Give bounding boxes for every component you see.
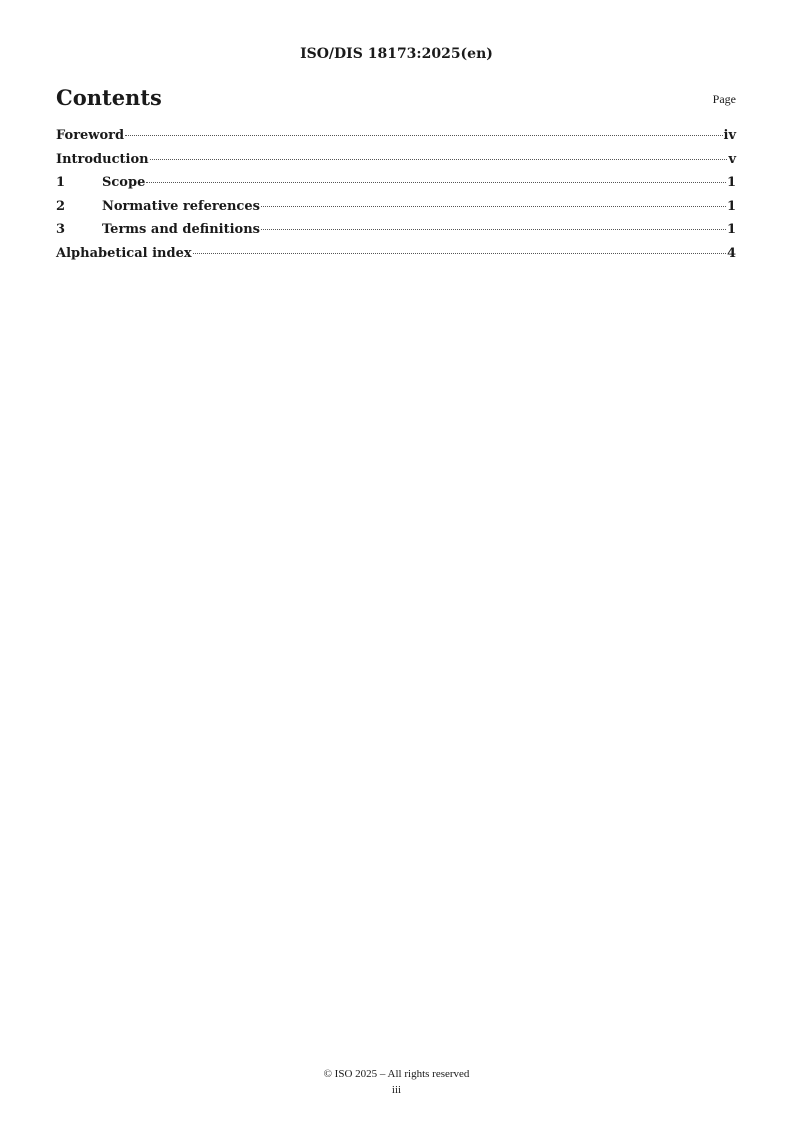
- toc-entry-normative-references[interactable]: [56, 199, 736, 223]
- page-footer: [0, 1066, 793, 1098]
- toc-entry-page: v: [728, 151, 736, 167]
- toc-entry-terms-and-definitions[interactable]: [56, 222, 736, 246]
- toc-leader-dots: [125, 135, 722, 136]
- toc-leader-dots: [261, 206, 726, 207]
- toc-entry-page: iv: [723, 128, 736, 143]
- page-column-label: Page: [712, 92, 736, 106]
- toc-leader-dots: [150, 159, 728, 160]
- toc-leader-dots: [193, 253, 726, 254]
- toc-entry-title[interactable]: Foreword: [56, 128, 125, 143]
- toc-entry-title[interactable]: Normative references: [102, 198, 260, 214]
- toc-entry-title[interactable]: Introduction: [56, 151, 149, 167]
- toc-leader-dots: [261, 229, 726, 230]
- toc-entry-number: 3: [56, 222, 66, 237]
- page-number: iii: [391, 1084, 402, 1096]
- toc-entry-scope[interactable]: [56, 175, 736, 199]
- toc-entry-title[interactable]: Scope: [102, 175, 146, 190]
- toc-entry-page: 1: [726, 175, 736, 190]
- toc-entry-number: 1: [56, 175, 66, 190]
- document-id: ISO/DIS 18173:2025(en): [300, 46, 493, 62]
- copyright-notice: © ISO 2025 – All rights reserved: [323, 1068, 470, 1080]
- toc-entry-page: 1: [726, 222, 736, 237]
- toc-entry-title[interactable]: Alphabetical index: [56, 245, 192, 261]
- table-of-contents: [56, 128, 736, 269]
- toc-entry-introduction[interactable]: [56, 152, 736, 176]
- toc-entry-page: 1: [726, 198, 736, 214]
- toc-entry-foreword[interactable]: [56, 128, 736, 152]
- toc-entry-title[interactable]: Terms and definitions: [102, 222, 260, 237]
- toc-entry-alphabetical-index[interactable]: [56, 246, 736, 270]
- contents-heading: Contents: [56, 85, 162, 110]
- toc-entry-number: 2: [56, 198, 66, 214]
- toc-leader-dots: [146, 182, 726, 183]
- toc-entry-page: 4: [726, 245, 736, 261]
